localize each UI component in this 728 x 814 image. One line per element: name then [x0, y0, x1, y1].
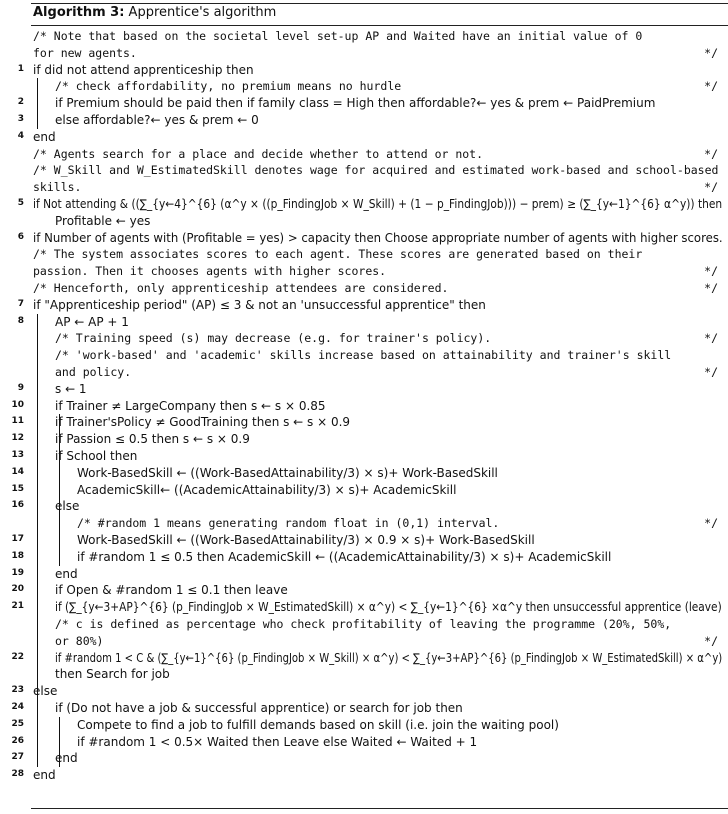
- comment-text: skills.: [33, 180, 82, 195]
- top-rule: [31, 3, 728, 4]
- algorithm-line: [0, 230, 728, 247]
- line-text: if Number of agents with (Profitable = yes) > capacity then Choose appropriate number of agents with higher scores.: [33, 230, 723, 245]
- comment-end-marker: */: [704, 516, 718, 531]
- comment-end-marker: */: [704, 331, 718, 346]
- comment-line: [0, 179, 728, 196]
- line-text: if did not attend apprenticeship then: [33, 62, 254, 77]
- line-number: 26: [11, 735, 24, 746]
- comment-end-marker: */: [704, 146, 718, 161]
- line-text: else affordable?← yes & prem ← 0: [55, 113, 259, 127]
- line-text: if Premium should be paid then if family class = High then affordable?← yes & prem ← PaidPremium: [55, 96, 656, 111]
- comment-end-marker: */: [704, 365, 718, 379]
- algorithm-line: [0, 398, 728, 415]
- comment-line: [0, 616, 728, 633]
- comment-line: [0, 364, 728, 381]
- comment-line: [0, 45, 728, 62]
- algorithm-label: Algorithm 3:: [33, 5, 125, 20]
- comment-end-marker: */: [704, 281, 718, 295]
- block-guide-line: [59, 515, 60, 565]
- comment-text: passion. Then it chooses agents with higher scores.: [33, 264, 387, 279]
- comment-end-marker: */: [704, 79, 718, 94]
- line-text: Work-BasedSkill ← ((Work-BasedAttainability/3) × 0.9 × s)+ Work-BasedSkill: [77, 533, 535, 547]
- line-text: if #random 1 ≤ 0.5 then AcademicSkill ← ((AcademicAttainability/3) × s)+ AcademicSkill: [77, 549, 612, 564]
- algorithm-line: [0, 566, 728, 583]
- line-text: if Passion ≤ 0.5 then s ← s × 0.9: [55, 432, 250, 447]
- algorithm-line: [0, 448, 728, 465]
- line-number: 22: [11, 651, 24, 662]
- block-guide-line: [37, 314, 38, 768]
- comment-line: [0, 263, 728, 280]
- comment-line: [0, 146, 728, 163]
- comment-line: [0, 515, 728, 532]
- line-number: 19: [11, 567, 24, 578]
- comment-text: for new agents.: [33, 45, 137, 60]
- line-number: 17: [11, 534, 24, 544]
- algorithm-line: [0, 431, 728, 448]
- algorithm-line: [0, 129, 728, 146]
- line-number: 18: [11, 550, 24, 561]
- line-text: end: [55, 566, 78, 581]
- algorithm-line: [0, 666, 728, 683]
- line-text: AcademicSkill← ((AcademicAttainability/3) × s)+ AcademicSkill: [77, 482, 457, 497]
- algorithm-line: [0, 196, 728, 213]
- algorithm-line: [0, 482, 728, 499]
- algorithm-line: [0, 297, 728, 314]
- block-guide-line: [59, 717, 60, 767]
- algorithm-line: [0, 683, 728, 700]
- line-number: 15: [11, 483, 24, 494]
- line-text: end: [33, 129, 56, 144]
- comment-line: [0, 28, 728, 45]
- line-number: 11: [11, 416, 24, 427]
- line-number: 13: [11, 450, 24, 460]
- line-text: if #random 1 < C & (∑_{y←1}^{6} (p_FindingJob × W_Skill) × α^y) < ∑_{y←3+AP}^{6} (p_FindingJob × W_EstimatedSkill) × α^y): [55, 650, 723, 665]
- algorithm-line: [0, 498, 728, 515]
- algorithm-line: [0, 95, 728, 112]
- algorithm-line: [0, 414, 728, 431]
- algorithm-line: [0, 750, 728, 767]
- line-number: 5: [17, 198, 24, 208]
- comment-text: /* check affordability, no premium means no hurdle: [55, 79, 402, 94]
- line-text: s ← 1: [55, 381, 87, 396]
- algorithm-line: [0, 767, 728, 784]
- line-number: 6: [17, 231, 24, 242]
- comment-end-marker: */: [704, 45, 718, 60]
- comment-line: [0, 162, 728, 179]
- algorithm-line: [0, 112, 728, 129]
- line-number: 24: [11, 702, 24, 712]
- line-number: 10: [11, 399, 24, 410]
- line-text: else: [33, 684, 58, 699]
- algorithm-line: [0, 700, 728, 717]
- line-number: 20: [11, 584, 24, 595]
- algorithm-line: [0, 381, 728, 398]
- comment-text: /* 'work-based' and 'academic' skills increase based on attainability and trainer's skill: [55, 348, 672, 363]
- comment-text: /* W_Skill and W_EstimatedSkill denotes wage for acquired and estimated work-based and school-based: [33, 163, 719, 178]
- line-text: then Search for job: [55, 667, 170, 682]
- comment-text: /* #random 1 means generating random float in (0,1) interval.: [77, 516, 500, 531]
- line-number: 1: [17, 63, 24, 74]
- comment-text: /* c is defined as percentage who check profitability of leaving the programme (20%, 50%,: [55, 617, 672, 631]
- algorithm-line: [0, 650, 728, 667]
- algorithm-title: Apprentice's algorithm: [128, 5, 277, 20]
- line-number: 14: [11, 466, 24, 477]
- line-number: 27: [11, 752, 24, 763]
- block-guide-line: [37, 78, 38, 128]
- algorithm-line: [0, 582, 728, 599]
- line-number: 8: [17, 315, 24, 326]
- line-text: Compete to find a job to fulfill demands based on skill (i.e. join the waiting pool): [77, 717, 559, 732]
- line-text: Profitable ← yes: [55, 213, 151, 228]
- algorithm-line: [0, 465, 728, 482]
- line-text: if (Do not have a job & successful apprentice) or search for job then: [55, 701, 463, 715]
- line-number: 7: [17, 298, 24, 309]
- comment-line: [0, 280, 728, 297]
- line-text: end: [55, 751, 78, 766]
- line-text: Work-BasedSkill ← ((Work-BasedAttainability/3) × s)+ Work-BasedSkill: [77, 465, 498, 480]
- line-text: if Not attending & ((∑_{y←4}^{6} (α^y × ((p_FindingJob × W_Skill) + (1 − p_FindingJob))) − prem) ≥ (∑_{y←1}^{6} α^y)) then: [33, 197, 723, 211]
- comment-line: [0, 330, 728, 347]
- line-text: if Trainer ≠ LargeCompany then s ← s × 0.85: [55, 398, 326, 413]
- algorithm-line: [0, 717, 728, 734]
- comment-text: and policy.: [55, 365, 132, 379]
- algorithm-line: [0, 532, 728, 549]
- line-text: end: [33, 768, 56, 783]
- comment-end-marker: */: [704, 264, 718, 279]
- caption-rule: [31, 25, 728, 26]
- algorithm-line: [0, 599, 728, 616]
- algorithm-line: [0, 62, 728, 79]
- comment-line: [0, 347, 728, 364]
- line-text: else: [55, 499, 80, 514]
- comment-text: /* Agents search for a place and decide whether to attend or not.: [33, 146, 484, 161]
- line-text: if Open & #random 1 ≤ 0.1 then leave: [55, 583, 288, 598]
- line-text: if "Apprenticeship period" (AP) ≤ 3 & not an 'unsuccessful apprentice" then: [33, 297, 486, 312]
- comment-line: [0, 246, 728, 263]
- comment-text: /* Henceforth, only apprenticeship attendees are considered.: [33, 281, 449, 295]
- line-number: 12: [11, 433, 24, 444]
- algorithm-line: [0, 213, 728, 230]
- comment-line: [0, 633, 728, 650]
- line-text: AP ← AP + 1: [55, 314, 129, 329]
- comment-line: [0, 78, 728, 95]
- line-number: 25: [11, 718, 24, 729]
- line-number: 21: [11, 601, 24, 612]
- bottom-rule: [31, 808, 728, 809]
- comment-end-marker: */: [704, 633, 718, 648]
- comment-text: /* Note that based on the societal level set-up AP and Waited have an initial value of 0: [33, 29, 643, 43]
- comment-text: /* The system associates scores to each agent. These scores are generated based on their: [33, 247, 643, 262]
- line-text: if #random 1 < 0.5× Waited then Leave else Waited ← Waited + 1: [77, 734, 478, 749]
- algorithm-line: [0, 314, 728, 331]
- algorithm-line: [0, 549, 728, 566]
- line-text: if School then: [55, 449, 138, 463]
- line-number: 9: [17, 382, 24, 393]
- line-number: 16: [11, 500, 24, 511]
- line-text: if (∑_{y←3+AP}^{6} (p_FindingJob × W_EstimatedSkill) × α^y) < ∑_{y←1}^{6} ×α^y then unsuccessful apprentice (leave): [55, 600, 722, 615]
- line-text: if Trainer'sPolicy ≠ GoodTraining then s ← s × 0.9: [55, 415, 351, 430]
- line-number: 2: [17, 97, 24, 108]
- line-number: 23: [11, 685, 24, 696]
- algorithm-caption: [33, 5, 276, 20]
- line-number: 28: [11, 769, 24, 780]
- comment-end-marker: */: [704, 180, 718, 195]
- algorithm-line: [0, 734, 728, 751]
- comment-text: or 80%): [55, 633, 104, 648]
- line-number: 3: [17, 114, 24, 124]
- line-number: 4: [17, 130, 24, 141]
- comment-text: /* Training speed (s) may decrease (e.g. for trainer's policy).: [55, 331, 492, 346]
